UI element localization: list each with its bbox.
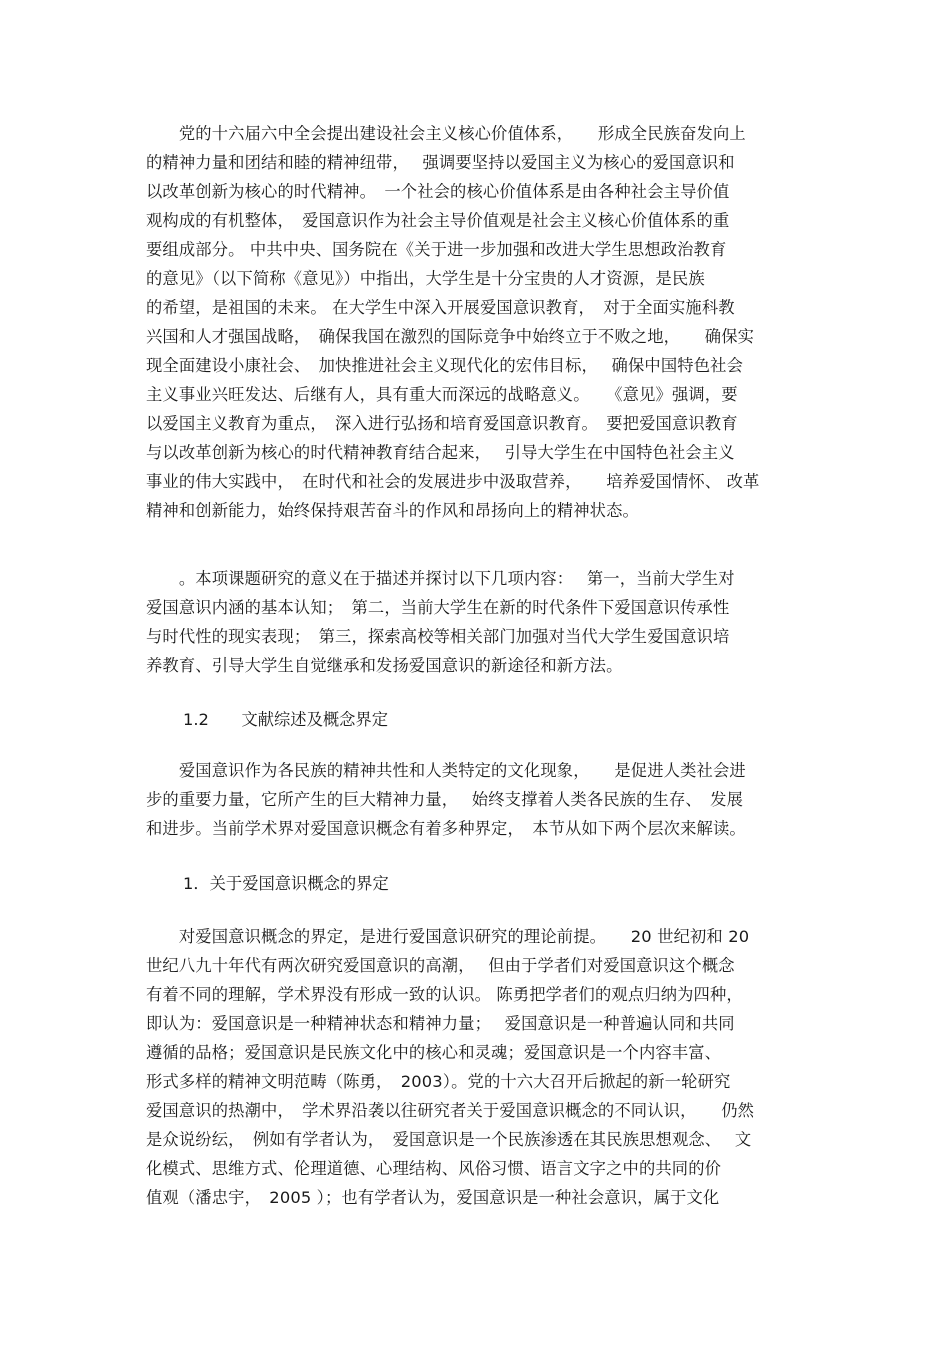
section-heading: 1.2 文献综述及概念界定 [183,710,388,729]
text-line: 党的十六届六中全会提出建设社会主义核心价值体系， 形成全民族奋发向上 [146,124,746,143]
paragraph-literature-intro [146,756,816,843]
text-line: 步的重要力量，它所产生的巨大精神力量， 始终支撑着人类各民族的生存、 发展 [146,790,743,809]
text-line: 爱国意识内涵的基本认知； 第二，当前大学生在新的时代条件下爱国意识传承性 [146,598,730,617]
text-line: 与时代性的现实表现； 第三，探索高校等相关部门加强对当代大学生爱国意识培 [146,627,730,646]
text-line: 和进步。当前学术界对爱国意识概念有着多种界定， 本节从如下两个层次来解读。 [146,819,746,838]
paragraph-concept-definition [146,922,816,1212]
text-line: 精神和创新能力，始终保持艰苦奋斗的作风和昂扬向上的精神状态。 [146,501,639,520]
text-line: 值观（潘忠宇， 2005 ）；也有学者认为，爱国意识是一种社会意识，属于文化 [146,1188,720,1207]
subsection-heading: 1．关于爱国意识概念的界定 [183,874,389,893]
text-line: 形式多样的精神文明范畴（陈勇， 2003）。党的十六大召开后掀起的新一轮研究 [146,1072,731,1091]
text-line: 世纪八九十年代有两次研究爱国意识的高潮， 但由于学者们对爱国意识这个概念 [146,956,735,975]
text-line: 爱国意识的热潮中， 学术界沿袭以往研究者关于爱国意识概念的不同认识， 仍然 [146,1101,755,1120]
text-line: 要组成部分。 中共中央、国务院在《关于进一步加强和改进大学生思想政治教育 [146,240,727,259]
text-line: 现全面建设小康社会、 加快推进社会主义现代化的宏伟目标， 确保中国特色社会 [146,356,743,375]
text-line: 观构成的有机整体， 爱国意识作为社会主导价值观是社会主义核心价值体系的重 [146,211,730,230]
text-line: 爱国意识作为各民族的精神共性和人类特定的文化现象， 是促进人类社会进 [146,761,746,780]
paragraph-research-purpose [146,564,816,680]
text-line: 以改革创新为核心的时代精神。 一个社会的核心价值体系是由各种社会主导价值 [146,182,730,201]
text-line: 化模式、思维方式、伦理道德、心理结构、风俗习惯、语言文字之中的共同的价 [146,1159,722,1178]
text-line: 。本项课题研究的意义在于描述并探讨以下几项内容： 第一，当前大学生对 [146,569,735,588]
paragraph-significance [146,119,816,525]
text-line: 的希望，是祖国的未来。 在大学生中深入开展爱国意识教育， 对于全面实施科教 [146,298,735,317]
text-line: 主义事业兴旺发达、后继有人，具有重大而深远的战略意义。 《意见》强调，要 [146,385,738,404]
text-line: 兴国和人才强国战略， 确保我国在激烈的国际竞争中始终立于不败之地， 确保实 [146,327,755,346]
text-line: 是众说纷纭， 例如有学者认为， 爱国意识是一个民族渗透在其民族思想观念、 文 [146,1130,752,1149]
text-line: 以爱国主义教育为重点， 深入进行弘扬和培育爱国意识教育。 要把爱国意识教育 [146,414,738,433]
text-line: 事业的伟大实践中， 在时代和社会的发展进步中汲取营养， 培养爱国情怀、 改革 [146,472,760,491]
text-line: 即认为：爱国意识是一种精神状态和精神力量； 爱国意识是一种普遍认同和共同 [146,1014,735,1033]
text-line: 有着不同的理解，学术界没有形成一致的认识。 陈勇把学者们的观点归纳为四种， [146,985,743,1004]
text-line: 的精神力量和团结和睦的精神纽带， 强调要坚持以爱国主义为核心的爱国意识和 [146,153,735,172]
text-line: 养教育、引导大学生自觉继承和发扬爱国意识的新途径和新方法。 [146,656,623,675]
text-line: 遵循的品格；爱国意识是民族文化中的核心和灵魂；爱国意识是一个内容丰富、 [146,1043,722,1062]
text-line: 对爱国意识概念的界定，是进行爱国意识研究的理论前提。 20 世纪初和 20 [146,927,750,946]
text-line: 的意见》（以下简称《意见》）中指出，大学生是十分宝贵的人才资源，是民族 [146,269,705,288]
text-line: 与以改革创新为核心的时代精神教育结合起来， 引导大学生在中国特色社会主义 [146,443,735,462]
